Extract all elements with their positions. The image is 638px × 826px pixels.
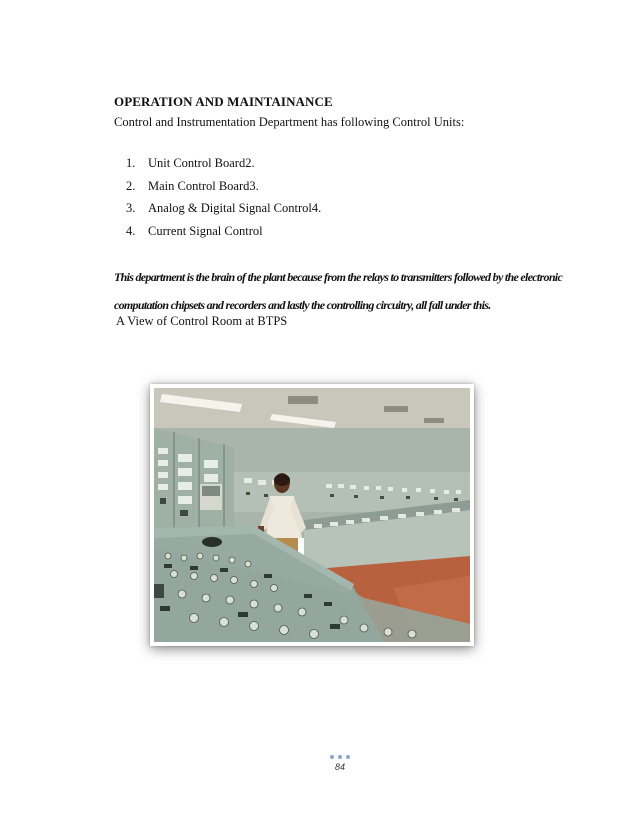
list-number: 4. <box>126 223 136 238</box>
photo-caption: A View of Control Room at BTPS <box>116 314 288 328</box>
list-number: 1. <box>126 156 136 170</box>
list-item <box>126 178 321 201</box>
body-paragraph: This department is the brain of the plant because from the relays to transmitters followed by the electronic computation chipsets and recorders and lastly the controlling circuitry, all fall under this. <box>114 270 563 312</box>
photo-frame <box>150 384 474 646</box>
page-number: 84 <box>334 762 345 772</box>
intro-text: Control and Instrumentation Department has following Control Units: <box>114 115 465 129</box>
page-footer <box>330 755 350 772</box>
list-item <box>126 223 321 246</box>
control-room-photo <box>154 388 470 642</box>
list-text: Main Control Board3. <box>148 178 259 193</box>
list-number: 3. <box>126 201 136 215</box>
list-text: Unit Control Board2. <box>148 156 255 170</box>
control-units-list <box>126 155 321 245</box>
list-item <box>126 155 321 178</box>
list-number: 2. <box>126 178 136 193</box>
list-item <box>126 200 321 223</box>
footer-dots <box>330 755 350 759</box>
list-text: Current Signal Control <box>148 223 263 238</box>
section-heading: OPERATION AND MAINTAINANCE <box>114 94 333 109</box>
list-text: Analog & Digital Signal Control4. <box>148 201 322 215</box>
